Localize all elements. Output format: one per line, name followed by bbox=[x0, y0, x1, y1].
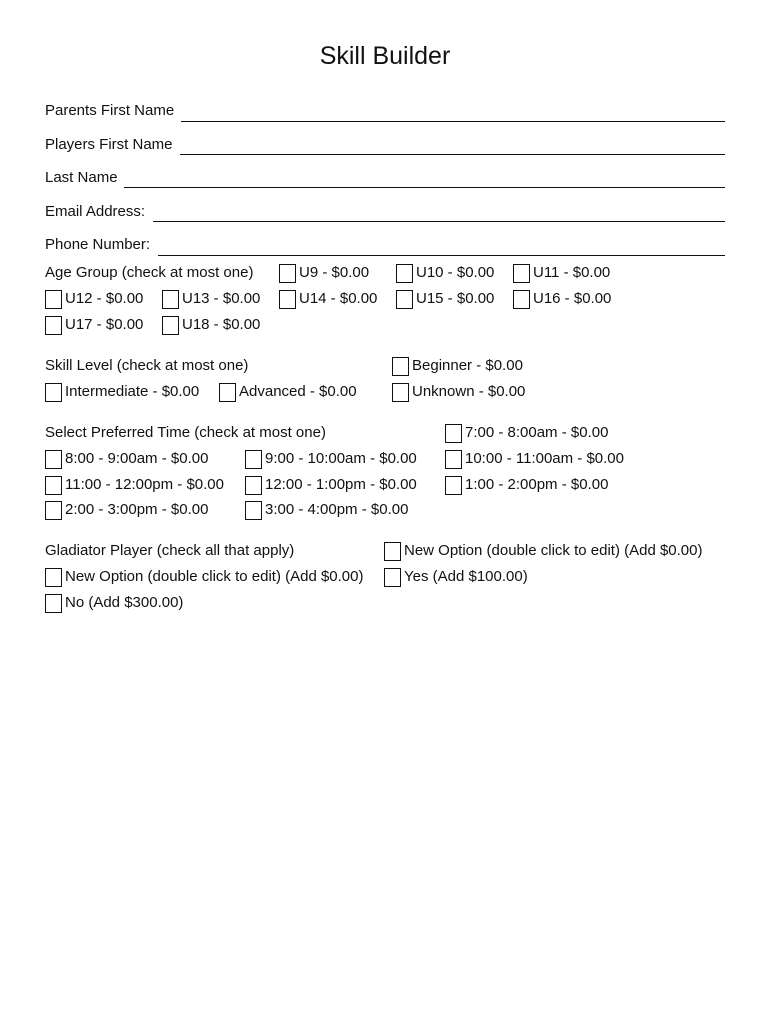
skill-level-heading: Skill Level (check at most one) bbox=[45, 357, 249, 374]
age-option-label: U18 - $0.00 bbox=[182, 316, 261, 333]
time-option-7am[interactable] bbox=[445, 423, 608, 443]
age-option-u17[interactable] bbox=[45, 315, 143, 335]
age-option-u13[interactable] bbox=[162, 289, 260, 309]
time-option-12pm[interactable] bbox=[245, 475, 417, 495]
age-option-label: U15 - $0.00 bbox=[416, 290, 495, 307]
age-option-u18[interactable] bbox=[162, 315, 260, 335]
checkbox[interactable] bbox=[279, 290, 296, 309]
time-option-11am[interactable] bbox=[45, 475, 224, 495]
age-option-label: U13 - $0.00 bbox=[182, 290, 261, 307]
age-option-u10[interactable] bbox=[396, 263, 494, 283]
checkbox[interactable] bbox=[45, 501, 62, 520]
age-option-label: U17 - $0.00 bbox=[65, 316, 144, 333]
skill-option-label: Beginner - $0.00 bbox=[412, 357, 523, 374]
age-option-u11[interactable] bbox=[513, 263, 610, 283]
phone-input[interactable] bbox=[158, 255, 725, 256]
email-input[interactable] bbox=[153, 221, 725, 222]
players-first-name-input[interactable] bbox=[180, 154, 725, 155]
checkbox[interactable] bbox=[162, 290, 179, 309]
checkbox[interactable] bbox=[513, 264, 530, 283]
checkbox[interactable] bbox=[45, 290, 62, 309]
skill-option-unknown[interactable] bbox=[392, 382, 525, 402]
checkbox[interactable] bbox=[396, 290, 413, 309]
time-option-2pm[interactable] bbox=[45, 500, 208, 520]
checkbox[interactable] bbox=[392, 383, 409, 402]
skill-option-advanced[interactable] bbox=[219, 382, 357, 402]
age-option-u15[interactable] bbox=[396, 289, 494, 309]
age-option-label: U10 - $0.00 bbox=[416, 264, 495, 281]
checkbox[interactable] bbox=[445, 476, 462, 495]
age-option-label: U14 - $0.00 bbox=[299, 290, 378, 307]
gladiator-option-new-1[interactable] bbox=[384, 541, 702, 561]
form-title: Skill Builder bbox=[319, 42, 451, 70]
checkbox[interactable] bbox=[45, 476, 62, 495]
time-option-label: 9:00 - 10:00am - $0.00 bbox=[265, 450, 417, 467]
checkbox[interactable] bbox=[396, 264, 413, 283]
checkbox[interactable] bbox=[445, 450, 462, 469]
checkbox[interactable] bbox=[45, 450, 62, 469]
time-option-label: 12:00 - 1:00pm - $0.00 bbox=[265, 476, 417, 493]
gladiator-option-yes[interactable] bbox=[384, 567, 528, 587]
gladiator-option-label: New Option (double click to edit) (Add $0.00) bbox=[65, 568, 364, 585]
time-option-label: 10:00 - 11:00am - $0.00 bbox=[465, 450, 624, 467]
checkbox[interactable] bbox=[392, 357, 409, 376]
checkbox[interactable] bbox=[45, 316, 62, 335]
parents-first-name-label: Parents First Name bbox=[45, 102, 175, 119]
time-option-9am[interactable] bbox=[245, 449, 417, 469]
gladiator-option-new-2[interactable] bbox=[45, 567, 363, 587]
time-option-label: 11:00 - 12:00pm - $0.00 bbox=[65, 476, 224, 493]
last-name-input[interactable] bbox=[124, 187, 725, 188]
age-option-label: U16 - $0.00 bbox=[533, 290, 612, 307]
skill-option-intermediate[interactable] bbox=[45, 382, 199, 402]
age-option-u14[interactable] bbox=[279, 289, 377, 309]
checkbox[interactable] bbox=[279, 264, 296, 283]
time-option-label: 1:00 - 2:00pm - $0.00 bbox=[465, 476, 609, 493]
players-first-name-label: Players First Name bbox=[45, 136, 173, 153]
phone-label: Phone Number: bbox=[45, 236, 151, 253]
skill-option-label: Intermediate - $0.00 bbox=[65, 383, 200, 400]
gladiator-heading: Gladiator Player (check all that apply) bbox=[45, 542, 295, 559]
parents-first-name-input[interactable] bbox=[181, 121, 725, 122]
age-option-u12[interactable] bbox=[45, 289, 143, 309]
gladiator-option-label: New Option (double click to edit) (Add $0.00) bbox=[404, 542, 703, 559]
checkbox[interactable] bbox=[45, 383, 62, 402]
age-option-label: U9 - $0.00 bbox=[299, 264, 370, 281]
checkbox[interactable] bbox=[219, 383, 236, 402]
last-name-label: Last Name bbox=[45, 169, 118, 186]
email-label: Email Address: bbox=[45, 203, 146, 220]
time-option-1pm[interactable] bbox=[445, 475, 608, 495]
checkbox[interactable] bbox=[162, 316, 179, 335]
time-option-label: 2:00 - 3:00pm - $0.00 bbox=[65, 501, 209, 518]
preferred-time-heading: Select Preferred Time (check at most one) bbox=[45, 424, 326, 441]
age-group-heading: Age Group (check at most one) bbox=[45, 264, 254, 281]
checkbox[interactable] bbox=[45, 594, 62, 613]
gladiator-option-label: Yes (Add $100.00) bbox=[404, 568, 528, 585]
time-option-label: 8:00 - 9:00am - $0.00 bbox=[65, 450, 209, 467]
checkbox[interactable] bbox=[45, 568, 62, 587]
time-option-3pm[interactable] bbox=[245, 500, 408, 520]
time-option-8am[interactable] bbox=[45, 449, 208, 469]
checkbox[interactable] bbox=[245, 501, 262, 520]
time-option-label: 3:00 - 4:00pm - $0.00 bbox=[265, 501, 409, 518]
gladiator-option-no[interactable] bbox=[45, 593, 183, 613]
age-option-u16[interactable] bbox=[513, 289, 611, 309]
age-option-label: U11 - $0.00 bbox=[533, 264, 611, 281]
skill-option-label: Advanced - $0.00 bbox=[239, 383, 357, 400]
skill-option-beginner[interactable] bbox=[392, 356, 523, 376]
time-option-10am[interactable] bbox=[445, 449, 624, 469]
age-option-u9[interactable] bbox=[279, 263, 369, 283]
checkbox[interactable] bbox=[445, 424, 462, 443]
checkbox[interactable] bbox=[384, 542, 401, 561]
checkbox[interactable] bbox=[245, 450, 262, 469]
gladiator-option-label: No (Add $300.00) bbox=[65, 594, 184, 611]
age-option-label: U12 - $0.00 bbox=[65, 290, 144, 307]
checkbox[interactable] bbox=[384, 568, 401, 587]
checkbox[interactable] bbox=[513, 290, 530, 309]
skill-option-label: Unknown - $0.00 bbox=[412, 383, 526, 400]
checkbox[interactable] bbox=[245, 476, 262, 495]
time-option-label: 7:00 - 8:00am - $0.00 bbox=[465, 424, 609, 441]
